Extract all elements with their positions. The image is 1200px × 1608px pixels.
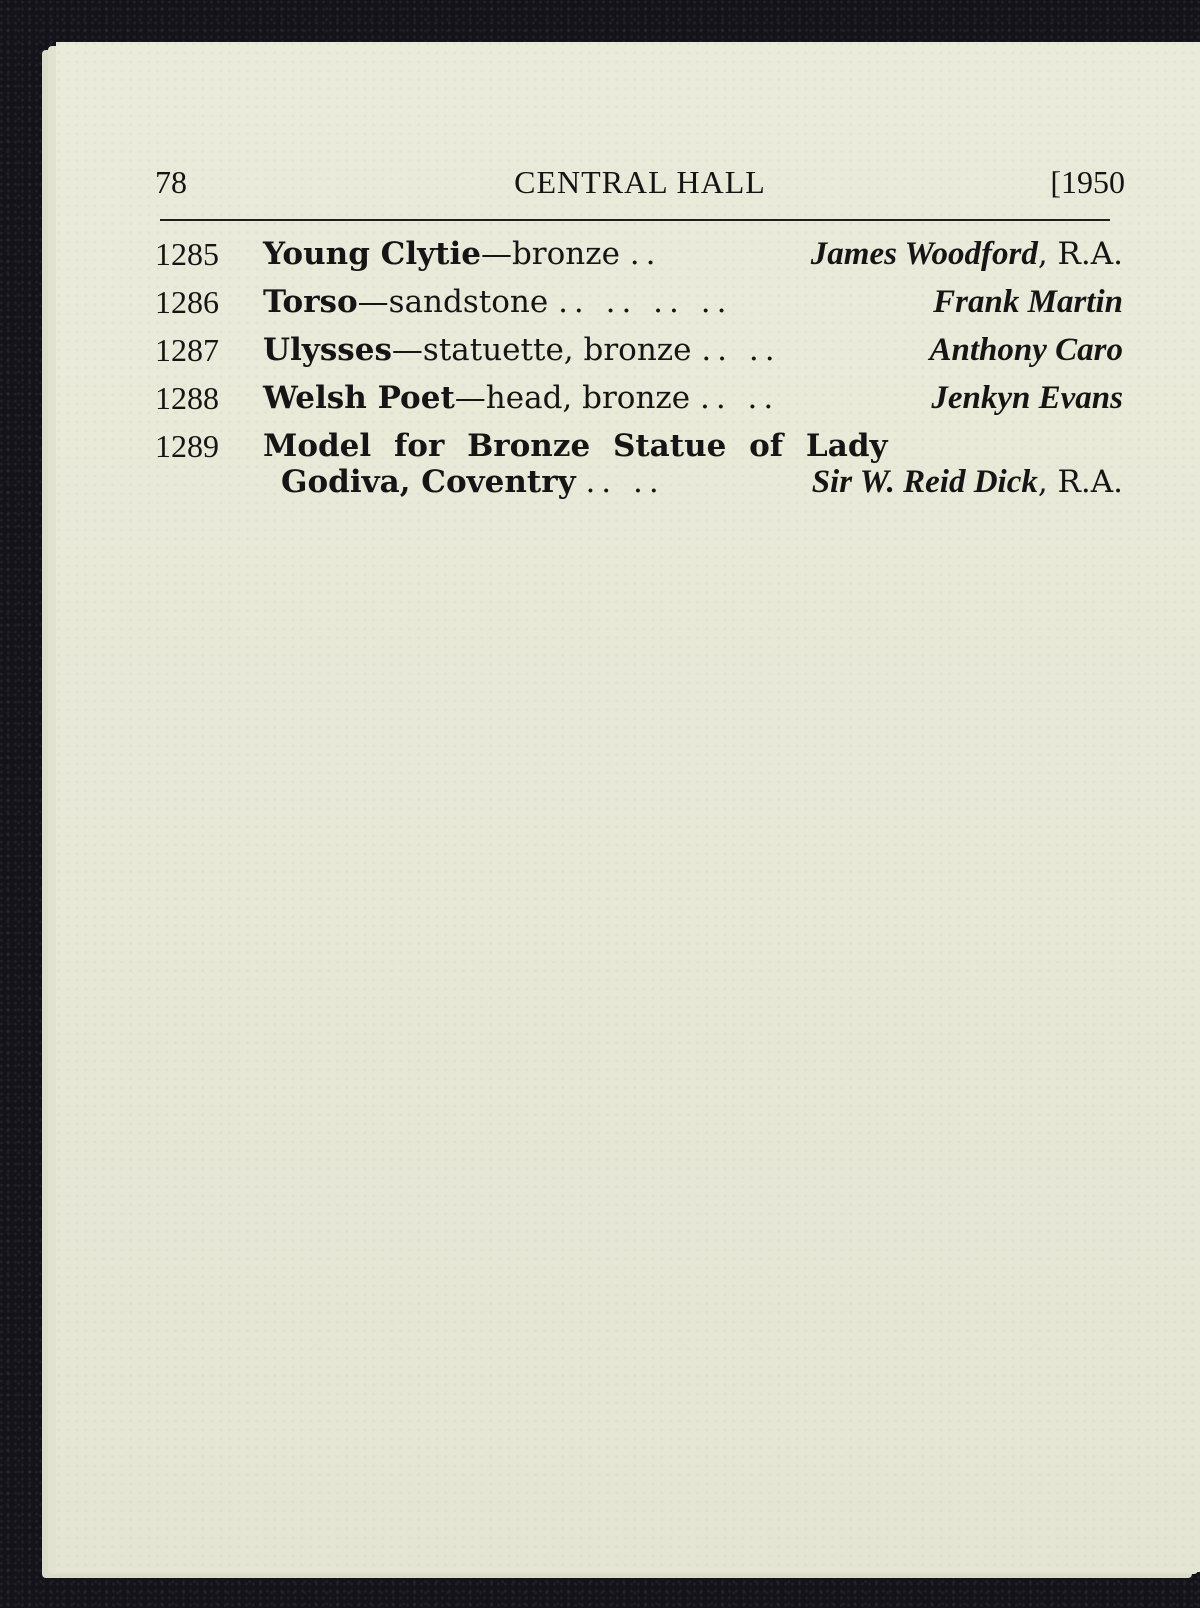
entry-number: 1285 bbox=[155, 236, 219, 272]
entry-artist bbox=[931, 380, 1123, 417]
entry-artist bbox=[933, 284, 1123, 321]
catalogue-entry bbox=[155, 332, 1123, 380]
entry-title: Model for Bronze Statue of Lady bbox=[263, 428, 888, 464]
entry-number: 1286 bbox=[155, 284, 219, 320]
entry-number: 1289 bbox=[155, 428, 219, 464]
leader-dots: .. .. bbox=[699, 380, 780, 416]
entry-artist bbox=[812, 464, 1123, 501]
entry-title: Torso bbox=[263, 284, 358, 320]
header-rule bbox=[160, 219, 1110, 221]
entry-medium: —head, bronze bbox=[454, 380, 691, 416]
artist-name: Frank Martin bbox=[933, 284, 1123, 320]
leader-dots: .. .. .. .. bbox=[558, 284, 733, 320]
catalogue-entry bbox=[155, 236, 1123, 284]
catalogue-entry bbox=[155, 284, 1123, 332]
page-number: 78 bbox=[155, 164, 187, 200]
entry-description bbox=[263, 332, 781, 368]
entry-title: Ulysses bbox=[263, 332, 392, 368]
page-title: CENTRAL HALL bbox=[514, 164, 766, 200]
leader-dots: .. .. bbox=[701, 332, 781, 368]
entry-title: Young Clytie bbox=[263, 236, 481, 272]
entry-description bbox=[263, 284, 732, 320]
entry-medium: —bronze bbox=[480, 236, 620, 272]
entry-medium: —sandstone bbox=[357, 284, 549, 320]
artist-suffix: , R.A. bbox=[1037, 236, 1123, 272]
artist-name: Anthony Caro bbox=[929, 332, 1123, 368]
entry-title-continued bbox=[281, 464, 665, 500]
artist-name: Jenkyn Evans bbox=[931, 380, 1123, 416]
entry-title-line2: Godiva, Coventry bbox=[281, 464, 576, 500]
show-through-text bbox=[216, 582, 1166, 630]
artist-name: Sir W. Reid Dick bbox=[811, 464, 1038, 500]
entry-number: 1287 bbox=[155, 332, 219, 368]
leader-dots: .. .. bbox=[585, 464, 665, 500]
header-year: [1950 bbox=[1050, 164, 1125, 200]
entry-description bbox=[263, 380, 779, 416]
artist-suffix: , R.A. bbox=[1037, 464, 1123, 500]
catalogue-entry bbox=[155, 428, 1123, 508]
page-header bbox=[155, 160, 1125, 204]
catalogue-entries bbox=[155, 236, 1123, 508]
entry-artist bbox=[930, 332, 1124, 369]
entry-number: 1288 bbox=[155, 380, 219, 416]
entry-artist bbox=[811, 236, 1123, 273]
artist-name: James Woodford bbox=[810, 236, 1038, 272]
leader-dots: .. bbox=[629, 236, 662, 272]
entry-medium: —statuette, bronze bbox=[391, 332, 692, 368]
entry-description bbox=[263, 236, 662, 272]
catalogue-entry bbox=[155, 380, 1123, 428]
entry-title: Welsh Poet bbox=[263, 380, 455, 416]
